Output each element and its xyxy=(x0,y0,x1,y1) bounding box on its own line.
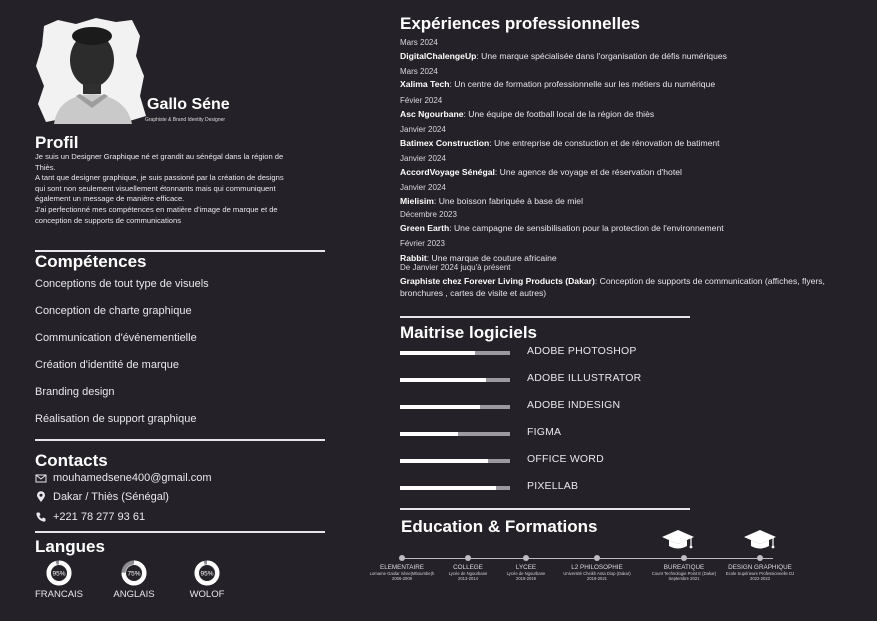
education-place: Ecole Supérieure Professionnelle DJ xyxy=(725,571,795,576)
experience-description: : Conception de supports de communication (affiches, flyers, bronchures , cartes de visite et autres) xyxy=(400,276,825,298)
phone-icon xyxy=(35,511,47,523)
experience-item xyxy=(400,195,840,207)
skill-item: Création d'identité de marque xyxy=(35,359,179,371)
education-title: COLLEGE xyxy=(453,564,483,571)
education-place: Lycée de Ngourbane xyxy=(506,571,546,576)
education-years: 2019-2021 xyxy=(586,576,608,581)
experience-item xyxy=(400,50,840,62)
langues-title: Langues xyxy=(35,537,105,556)
person-name: Gallo Séne xyxy=(147,96,230,113)
education-place: Université Cheikh Anta Diop (Dakar) xyxy=(563,571,631,576)
profil-paragraph: J'ai perfectionné mes compétences en matière d'image de marque et de conception de supports de communications xyxy=(35,204,278,225)
profil-paragraph: A tant que designer graphique, je suis passioné par la création de designs qui sont non seulement visuellement étonnants mais qui communiquent également un message de manière efficace. xyxy=(35,173,284,204)
experience-company: DigitalChalengeUp xyxy=(400,51,477,61)
skill-level-bar xyxy=(400,378,510,382)
competences-title: Compétences xyxy=(35,252,147,271)
software-label: ADOBE INDESIGN xyxy=(527,399,621,411)
experience-company: Graphiste chez Forever Living Products (Dakar) xyxy=(400,276,595,286)
skill-item: Communication d'événementielle xyxy=(35,332,197,344)
contact-email[interactable] xyxy=(35,472,212,484)
education-years: 2018-2019 xyxy=(515,576,537,581)
language-label: WOLOF xyxy=(189,589,225,600)
skill-item: Réalisation de support graphique xyxy=(35,413,197,425)
education-place: Count Technologie Point E (Dakar) xyxy=(651,571,717,576)
education-title: BUREATIQUE xyxy=(663,564,705,571)
experience-date: Janvier 2024 xyxy=(400,154,446,163)
timeline-line xyxy=(401,558,773,559)
experience-item xyxy=(400,78,840,90)
experience-date: Février 2023 xyxy=(400,239,445,248)
graduation-cap-icon xyxy=(743,528,777,557)
contact-location-text: Dakar / Thiès (Sénégal) xyxy=(53,491,169,503)
profil-text xyxy=(35,152,295,226)
education-title: ELEMENTAIRE xyxy=(380,564,424,571)
skill-level-fill xyxy=(400,432,458,436)
skill-level-fill xyxy=(400,405,480,409)
language-percent: 75% xyxy=(127,570,141,578)
mail-icon xyxy=(35,472,47,484)
education-item xyxy=(552,564,642,581)
software-label: FIGMA xyxy=(527,426,562,438)
skill-level-bar xyxy=(400,459,510,463)
experience-description: : Une campagne de sensibilisation pour la protection de l'environnement xyxy=(449,223,724,233)
skill-item: Branding design xyxy=(35,386,115,398)
education-years: 2013-2014 xyxy=(457,576,479,581)
skill-level-bar xyxy=(400,405,510,409)
profile-photo xyxy=(36,16,146,124)
experience-date: Décembre 2023 xyxy=(400,210,457,219)
language-gauge xyxy=(194,560,220,591)
skill-level-fill xyxy=(400,378,486,382)
person-subtitle: Graphiste & Brand Identity Designer xyxy=(145,117,226,123)
experience-item xyxy=(400,222,840,234)
education-years: Septembre 2021 xyxy=(668,576,700,581)
timeline-dot xyxy=(523,555,529,561)
experience-company: Xalima Tech xyxy=(400,79,450,89)
education-title: L2 PHILOSOPHIE xyxy=(571,564,623,571)
experiences-title: Expériences professionnelles xyxy=(400,14,640,33)
experience-company: Batimex Construction xyxy=(400,138,490,148)
language-gauge xyxy=(46,560,72,591)
experience-item xyxy=(400,108,840,120)
experience-item xyxy=(400,166,840,178)
skill-level-fill xyxy=(400,486,496,490)
experience-date: De Janvier 2024 juqu'à présent xyxy=(400,263,511,272)
experience-company: AccordVoyage Sénégal xyxy=(400,167,495,177)
contacts-title: Contacts xyxy=(35,451,108,470)
language-label: FRANCAIS xyxy=(34,589,84,600)
logiciels-title: Maitrise logiciels xyxy=(400,323,537,342)
timeline-dot xyxy=(594,555,600,561)
experience-item xyxy=(400,137,840,149)
education-years: 2022-2023 xyxy=(749,576,771,581)
education-years: 2006-2009 xyxy=(391,576,413,581)
software-label: PIXELLAB xyxy=(527,480,579,492)
experience-description: : Une marque de couture africaine xyxy=(426,253,557,263)
skill-level-bar xyxy=(400,432,510,436)
software-label: OFFICE WORD xyxy=(527,453,604,465)
skill-item: Conceptions de tout type de visuels xyxy=(35,278,209,290)
skill-level-bar xyxy=(400,351,510,355)
skill-item: Conception de charte graphique xyxy=(35,305,192,317)
divider xyxy=(35,531,325,533)
profil-paragraph: Je suis un Designer Graphique né et grandit au sénégal dans la région de Thiès. xyxy=(35,152,284,172)
experience-company: Rabbit xyxy=(400,253,427,263)
education-item xyxy=(715,564,805,581)
education-title: LYCEE xyxy=(515,564,537,571)
contact-email-text: mouhamedsene400@gmail.com xyxy=(53,472,212,484)
experience-company: Mielisim xyxy=(400,196,434,206)
experience-date: Mars 2024 xyxy=(400,67,438,76)
education-place: Lomame Gaidar Sène(Mboumbe)h xyxy=(369,571,435,576)
divider xyxy=(400,316,690,318)
software-label: ADOBE PHOTOSHOP xyxy=(527,345,637,357)
experience-date: Mars 2024 xyxy=(400,38,438,47)
software-label: ADOBE ILLUSTRATOR xyxy=(527,372,642,384)
experience-description: : Une boisson fabriquée à base de miel xyxy=(433,196,583,206)
education-place: Lycée de Ngourbane xyxy=(448,571,488,576)
profil-title: Profil xyxy=(35,133,79,152)
experience-company: Asc Ngourbane xyxy=(400,109,464,119)
education-title: DESIGN GRAPHIQUE xyxy=(728,564,792,571)
experience-description: : Une marque spécialisée dans l'organisation de défis numériques xyxy=(476,51,727,61)
location-pin-icon xyxy=(35,491,47,503)
timeline-dot xyxy=(399,555,405,561)
divider xyxy=(35,439,325,441)
graduation-cap-icon xyxy=(661,528,695,557)
skill-level-fill xyxy=(400,351,475,355)
experience-date: Févier 2024 xyxy=(400,96,443,105)
contact-location xyxy=(35,491,169,503)
language-gauge xyxy=(121,560,147,591)
experience-description: : Une équipe de football local de la région de thiès xyxy=(463,109,655,119)
experience-description: : Une entreprise de constuction et de rénovation de batiment xyxy=(489,138,720,148)
contact-phone[interactable] xyxy=(35,511,145,523)
experience-description: : Une agence de voyage et de réservation d'hotel xyxy=(494,167,682,177)
skill-level-bar xyxy=(400,486,510,490)
experience-item xyxy=(400,275,840,299)
timeline-dot xyxy=(465,555,471,561)
skill-level-fill xyxy=(400,459,488,463)
language-label: ANGLAIS xyxy=(113,589,155,600)
language-percent: 95% xyxy=(52,570,66,578)
education-title: Education & Formations xyxy=(401,517,598,536)
divider xyxy=(400,508,690,510)
contact-phone-text: +221 78 277 93 61 xyxy=(53,511,146,523)
experience-description: : Un centre de formation professionnelle sur les métiers du numérique xyxy=(449,79,716,89)
experience-date: Janvier 2024 xyxy=(400,183,446,192)
language-percent: 95% xyxy=(200,570,214,578)
experience-date: Janvier 2024 xyxy=(400,125,446,134)
experience-company: Green Earth xyxy=(400,223,450,233)
